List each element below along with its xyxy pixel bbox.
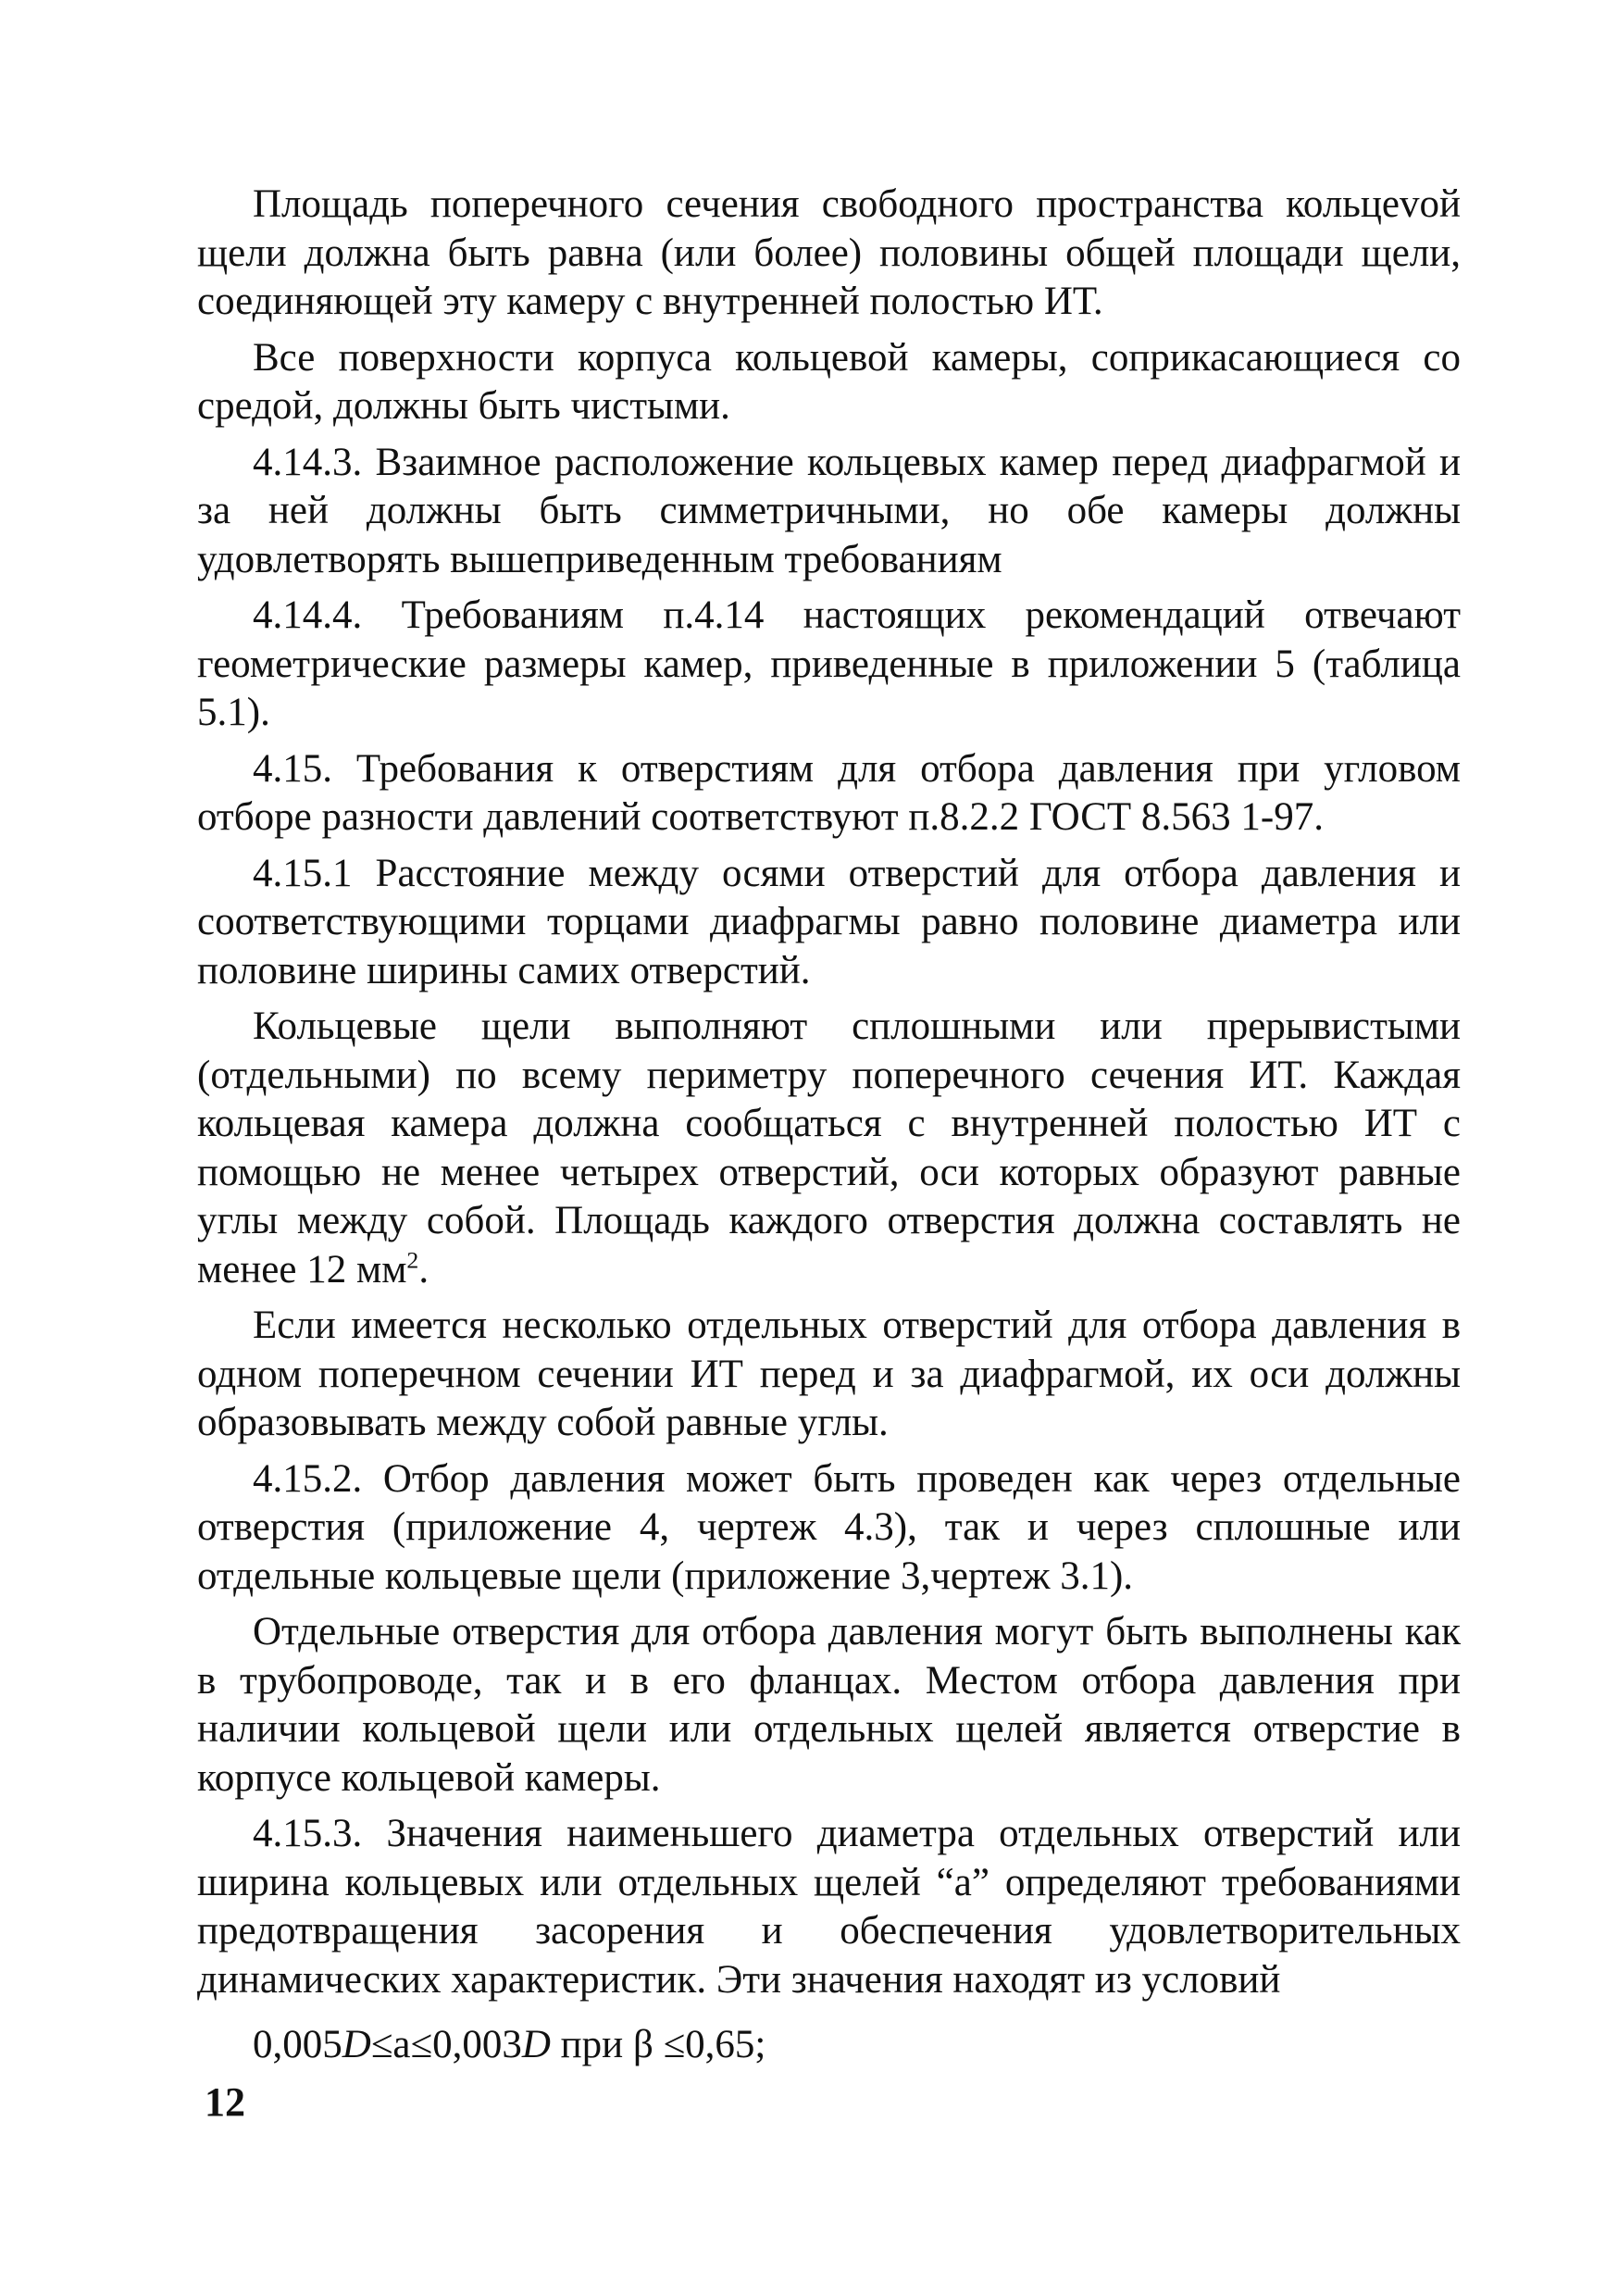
formula-part-3: при β ≤0,65; bbox=[550, 2023, 766, 2066]
paragraph-annular-slots-text: Кольцевые щели выполняют сплошными или прерывистыми (отдельными) по всему периметру поперечного сечения ИТ. Каждая кольцевая камера должна сообщаться с внутренней полостью ИТ с помощью не менее четырех отверстий, оси которых образуют равные углы между собой. Площадь каждого отверстия должна составлять не менее 12 мм bbox=[197, 1004, 1461, 1292]
paragraph-4-14-4: 4.14.4. Требованиям п.4.14 настоящих рекомендаций отвечают геометрические размеры камер, приведенные в приложении 5 (таблица 5.1). bbox=[197, 593, 1461, 734]
page-body bbox=[197, 181, 1461, 2069]
paragraph-chamber-surfaces: Все поверхности корпуса кольцевой камеры, соприкасающиеся со средой, должны быть чистыми. bbox=[197, 335, 1461, 428]
formula-diameter-2: D bbox=[521, 2023, 551, 2066]
formula-part-1: 0,005 bbox=[253, 2023, 342, 2066]
superscript-square: 2 bbox=[406, 1246, 419, 1274]
paragraph-multiple-holes: Если имеется несколько отдельных отверстий для отбора давления в одном поперечном сечении ИТ перед и за диафрагмой, их оси должны образовывать между собой равные углы. bbox=[197, 1304, 1461, 1444]
formula-condition bbox=[197, 2021, 1461, 2069]
formula-part-2: ≤a≤0,003 bbox=[370, 2023, 522, 2066]
paragraph-annular-slots-end: . bbox=[418, 1247, 429, 1292]
page-number: 12 bbox=[205, 2079, 245, 2125]
paragraph-annular-gap-area: Площадь поперечного сечения свободного пространства кольцеvой щели должна быть равна (или более) половины общей площади щели, соединяющей эту камеру с внутренней полостью ИТ. bbox=[197, 182, 1461, 323]
paragraph-4-15-3: 4.15.3. Значения наименьшего диаметра отдельных отверстий или ширина кольцевых или отдельных щелей “а” определяют требованиями предотвращения засорения и обеспечения удовлетворительных динамических характеристик. Эти значения находят из условий bbox=[197, 1812, 1461, 2002]
paragraph-4-15-1: 4.15.1 Расстояние между осями отверстий для отбора давления и соответствующими торцами диафрагмы равно половине диаметра или половине ширины самих отверстий. bbox=[197, 851, 1461, 992]
formula-diameter-1: D bbox=[342, 2023, 371, 2066]
paragraph-separate-holes: Отдельные отверстия для отбора давления могут быть выполнены как в трубопроводе, так и в его фланцах. Местом отбора давления при наличии кольцевой щели или отдельных щелей является отверстие в корпусе кольцевой камеры. bbox=[197, 1610, 1461, 1800]
paragraph-annular-slots bbox=[197, 1003, 1461, 1294]
paragraph-4-14-3: 4.14.3. Взаимное расположение кольцевых камер перед диафрагмой и за ней должны быть симметричными, но обе камеры должны удовлетворять вышеприведенным требованиям bbox=[197, 440, 1461, 581]
paragraph-4-15-2: 4.15.2. Отбор давления может быть проведен как через отдельные отверстия (приложение 4, чертеж 4.3), так и через сплошные или отдельные кольцевые щели (приложение 3,чертеж 3.1). bbox=[197, 1456, 1461, 1598]
paragraph-4-15: 4.15. Требования к отверстиям для отбора давления при угловом отборе разности давлений соответствуют п.8.2.2 ГОСТ 8.563 1-97. bbox=[197, 746, 1461, 839]
